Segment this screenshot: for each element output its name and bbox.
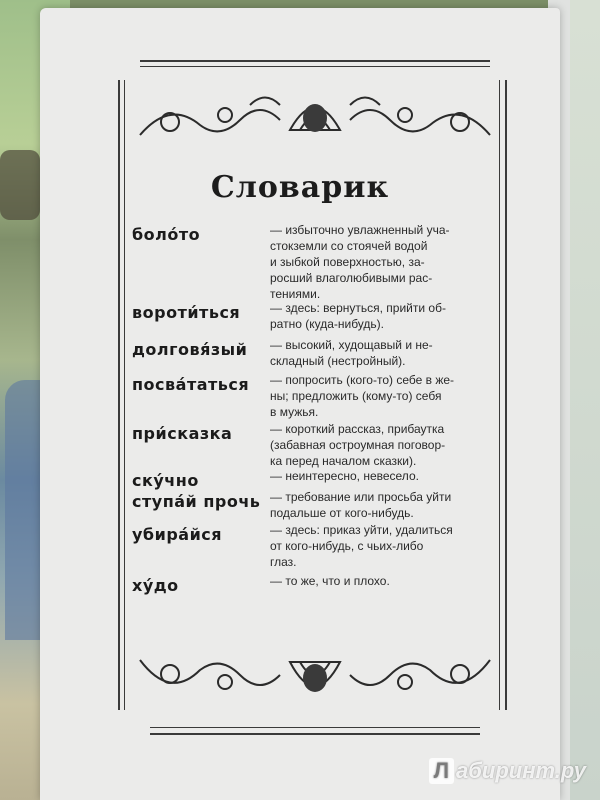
glossary-definition [270, 337, 485, 369]
definition-line: от кого-нибудь, с чьих-либо [270, 539, 424, 553]
definition-line: росший влаголюбивыми рас- [270, 271, 433, 285]
watermark-text: абиринт.ру [456, 758, 586, 783]
definition-line: ратно (куда-нибудь). [270, 317, 384, 331]
glossary-term: вороти́ться [132, 303, 241, 322]
definition-line: ка перед началом сказки). [270, 454, 417, 468]
glossary-definition [270, 489, 485, 521]
definition-line: тениями. [270, 287, 321, 301]
definition-line: — здесь: приказ уйти, удалиться [270, 523, 453, 537]
glossary-term: ступа́й прочь [132, 492, 261, 511]
glossary-definition [270, 372, 485, 420]
glossary-term: боло́то [132, 225, 201, 244]
definition-line: (забавная остроумная поговор- [270, 438, 446, 452]
glossary-definition [270, 300, 485, 332]
definition-line: — избыточно увлажненный уча- [270, 223, 450, 237]
glossary-definition [270, 468, 485, 484]
definition-line: глаз. [270, 555, 297, 569]
definition-line: ны; предложить (кому-то) себя [270, 389, 442, 403]
glossary-term: ску́чно [132, 471, 199, 490]
definition-line: складный (нестройный). [270, 354, 406, 368]
definition-line: — здесь: вернуться, прийти об- [270, 301, 446, 315]
page-title: Словарик [210, 170, 390, 205]
glossary-term: убира́йся [132, 525, 223, 544]
definition-line: в мужья. [270, 405, 319, 419]
definition-line: — неинтересно, невесело. [270, 469, 419, 483]
definition-line: — короткий рассказ, прибаутка [270, 422, 445, 436]
definition-line: и зыбкой поверхностью, за- [270, 255, 425, 269]
definition-line: — требование или просьба уйти [270, 490, 452, 504]
frame-top-rule [140, 60, 490, 62]
definition-line: стокземли со стоячей водой [270, 239, 428, 253]
definition-line: — высокий, худощавый и не- [270, 338, 433, 352]
watermark-logo [429, 758, 586, 784]
glossary-definition [270, 573, 485, 589]
glossary-definition [270, 421, 485, 469]
bottom-ornament [130, 640, 500, 715]
glossary-term: при́сказка [132, 424, 233, 443]
definition-line: — то же, что и плохо. [270, 574, 390, 588]
glossary-term: долговя́зый [132, 340, 248, 359]
glossary-definition [270, 222, 485, 302]
frame-top-rule-inner [140, 66, 490, 67]
glossary-definition [270, 522, 485, 570]
definition-line: — попросить (кого-то) себе в же- [270, 373, 455, 387]
top-ornament [130, 80, 500, 150]
watermark-badge: Л [429, 758, 454, 784]
glossary-term: ху́до [132, 576, 179, 595]
glossary-term: посва́таться [132, 375, 250, 394]
frame-bottom-rule-inner [150, 727, 480, 728]
frame-bottom-rule [150, 733, 480, 735]
background-right [570, 0, 600, 800]
definition-line: подальше от кого-нибудь. [270, 506, 414, 520]
